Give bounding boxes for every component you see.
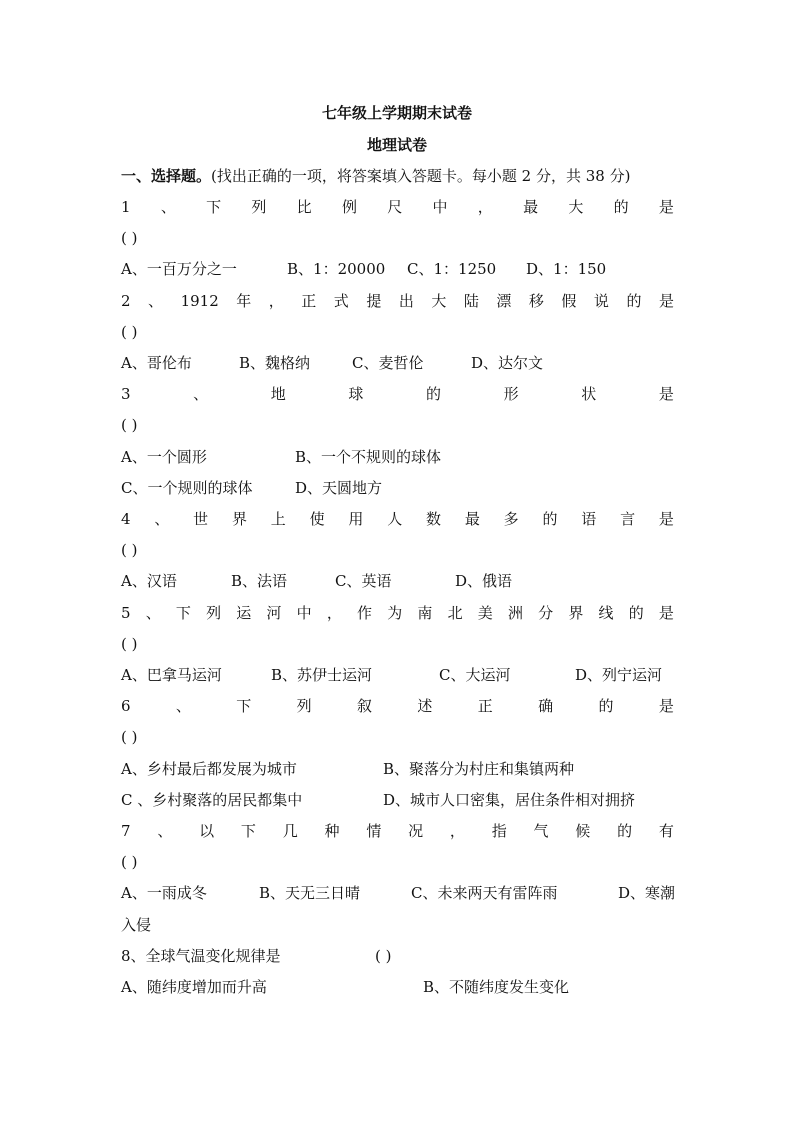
stem-char: 的 xyxy=(626,292,642,310)
option-b: B、苏伊士运河 xyxy=(271,666,373,684)
option-a: A、哥伦布 xyxy=(121,354,192,372)
option-c: C、英语 xyxy=(335,572,392,590)
stem-char: 述 xyxy=(417,697,433,715)
option-a: A、一雨成冬 xyxy=(121,884,207,902)
section-header xyxy=(121,166,674,186)
stem-char: 的 xyxy=(613,198,629,216)
stem-char: 是 xyxy=(658,697,674,715)
section-heading: 一、选择题。 xyxy=(121,167,212,185)
stem-char: 候 xyxy=(575,822,591,840)
stem-char: 下 xyxy=(175,604,191,622)
stem-char: 界 xyxy=(568,604,584,622)
stem-char: 6 xyxy=(121,697,131,715)
option-b: B、1：20000 xyxy=(287,260,386,278)
stem-char: 4 xyxy=(121,510,131,528)
option-d: D、寒潮 xyxy=(618,884,676,902)
question-4-stem xyxy=(121,509,674,529)
question-7-stem xyxy=(121,821,674,841)
stem-char: 北 xyxy=(447,604,463,622)
stem-char: 的 xyxy=(628,604,644,622)
stem-char: 确 xyxy=(538,697,554,715)
stem-char: 作 xyxy=(357,604,373,622)
stem-char: 球 xyxy=(348,385,364,403)
stem-char: 用 xyxy=(348,510,364,528)
option-a: A、随纬度增加而升高 xyxy=(121,978,267,996)
option-c: C、1：1250 xyxy=(407,260,497,278)
stem-char: 提 xyxy=(366,292,382,310)
stem-char: 例 xyxy=(341,198,357,216)
stem-char: 人 xyxy=(387,510,403,528)
question-4-blank: ( ) xyxy=(121,541,138,559)
stem-char: 年 xyxy=(236,292,252,310)
option-a: A、巴拿马运河 xyxy=(121,666,222,684)
stem-char: 1 xyxy=(121,198,131,216)
stem-char: 以 xyxy=(199,822,215,840)
stem-char: 几 xyxy=(282,822,298,840)
stem-char: 说 xyxy=(593,292,609,310)
stem-char: 移 xyxy=(528,292,544,310)
stem-char: 1912 xyxy=(180,292,219,310)
stem-char: 、 xyxy=(193,385,209,403)
stem-char: 的 xyxy=(426,385,442,403)
stem-char: 气 xyxy=(533,822,549,840)
stem-char: 况 xyxy=(408,822,424,840)
stem-char: 列 xyxy=(206,604,222,622)
stem-char: 尺 xyxy=(387,198,403,216)
option-b: B、不随纬度发生变化 xyxy=(423,978,570,996)
section-instructions: (找出正确的一项，将答案填入答题卡。每小题 2 分，共 38 分) xyxy=(211,167,631,185)
option-d: D、1：150 xyxy=(526,260,607,278)
option-b: B、聚落分为村庄和集镇两种 xyxy=(383,760,575,778)
option-b: B、魏格纳 xyxy=(239,354,311,372)
stem-char: 地 xyxy=(270,385,286,403)
stem-char: 数 xyxy=(426,510,442,528)
stem-char: 3 xyxy=(121,385,131,403)
question-3-blank: ( ) xyxy=(121,416,138,434)
stem-char: 世 xyxy=(193,510,209,528)
stem-char: ， xyxy=(268,292,284,310)
stem-char: 叙 xyxy=(357,697,373,715)
question-8-stem: 8、全球气温变化规律是 xyxy=(121,947,281,965)
stem-char: 列 xyxy=(251,198,267,216)
stem-char: 的 xyxy=(598,697,614,715)
stem-char: 大 xyxy=(568,198,584,216)
stem-char: 出 xyxy=(398,292,414,310)
stem-char: 有 xyxy=(658,822,674,840)
stem-char: 洲 xyxy=(507,604,523,622)
stem-char: 美 xyxy=(477,604,493,622)
stem-char: 分 xyxy=(538,604,554,622)
stem-char: ， xyxy=(326,604,342,622)
stem-char: 下 xyxy=(206,198,222,216)
stem-char: 、 xyxy=(148,292,164,310)
question-7-blank: ( ) xyxy=(121,853,138,871)
stem-char: 言 xyxy=(620,510,636,528)
stem-char: 的 xyxy=(542,510,558,528)
question-6-blank: ( ) xyxy=(121,728,138,746)
stem-char: 的 xyxy=(617,822,633,840)
option-c: C、未来两天有雷阵雨 xyxy=(411,884,558,902)
stem-char: 、 xyxy=(160,198,176,216)
stem-char: 大 xyxy=(431,292,447,310)
exam-subtitle: 地理试卷 xyxy=(366,136,427,154)
stem-char: 式 xyxy=(333,292,349,310)
question-5-blank: ( ) xyxy=(121,635,138,653)
stem-char: 漂 xyxy=(496,292,512,310)
stem-char: ， xyxy=(449,822,465,840)
question-1-stem xyxy=(121,197,674,217)
question-2-stem xyxy=(121,291,674,311)
option-d: D、列宁运河 xyxy=(575,666,663,684)
exam-title: 七年级上学期期末试卷 xyxy=(321,104,472,122)
stem-char: 南 xyxy=(417,604,433,622)
stem-char: 种 xyxy=(324,822,340,840)
stem-char: 列 xyxy=(296,697,312,715)
stem-char: 上 xyxy=(270,510,286,528)
stem-char: 是 xyxy=(658,604,674,622)
option-a: A、一百万分之一 xyxy=(121,260,237,278)
stem-char: 中 xyxy=(296,604,312,622)
stem-char: 、 xyxy=(157,822,173,840)
option-d: D、天圆地方 xyxy=(295,479,383,497)
stem-char: 多 xyxy=(503,510,519,528)
stem-char: 正 xyxy=(477,697,493,715)
stem-char: 指 xyxy=(491,822,507,840)
option-c: C 、乡村聚落的居民都集中 xyxy=(121,791,303,809)
option-d: D、城市人口密集，居住条件相对拥挤 xyxy=(383,791,636,809)
stem-char: 情 xyxy=(366,822,382,840)
stem-char: 、 xyxy=(145,604,161,622)
option-c: C、大运河 xyxy=(439,666,511,684)
option-a: A、汉语 xyxy=(121,572,177,590)
stem-char: 正 xyxy=(301,292,317,310)
question-8-blank: ( ) xyxy=(375,947,392,965)
option-d: D、俄语 xyxy=(455,572,513,590)
stem-char: 、 xyxy=(154,510,170,528)
question-7-option-d-wrap: 入侵 xyxy=(121,916,152,934)
stem-char: 5 xyxy=(121,604,131,622)
option-a: A、乡村最后都发展为城市 xyxy=(121,760,297,778)
stem-char: 运 xyxy=(236,604,252,622)
option-c: C、一个规则的球体 xyxy=(121,479,253,497)
stem-char: 下 xyxy=(240,822,256,840)
stem-char: 2 xyxy=(121,292,131,310)
option-b: B、法语 xyxy=(231,572,288,590)
question-2-blank: ( ) xyxy=(121,323,138,341)
question-6-stem xyxy=(121,696,674,716)
stem-char: 界 xyxy=(231,510,247,528)
stem-char: 是 xyxy=(658,292,674,310)
option-b: B、天无三日晴 xyxy=(259,884,361,902)
question-1-blank: ( ) xyxy=(121,229,138,247)
stem-char: 语 xyxy=(581,510,597,528)
stem-char: ， xyxy=(477,198,493,216)
stem-char: 为 xyxy=(387,604,403,622)
stem-char: 比 xyxy=(296,198,312,216)
stem-char: 线 xyxy=(598,604,614,622)
stem-char: 7 xyxy=(121,822,131,840)
question-3-stem xyxy=(121,384,674,404)
stem-char: 状 xyxy=(581,385,597,403)
stem-char: 最 xyxy=(464,510,480,528)
stem-char: 假 xyxy=(561,292,577,310)
stem-char: 形 xyxy=(503,385,519,403)
question-5-stem xyxy=(121,603,674,623)
stem-char: 中 xyxy=(432,198,448,216)
stem-char: 河 xyxy=(266,604,282,622)
stem-char: 是 xyxy=(658,510,674,528)
stem-char: 最 xyxy=(523,198,539,216)
stem-char: 下 xyxy=(236,697,252,715)
stem-char: 、 xyxy=(175,697,191,715)
option-c: C、麦哲伦 xyxy=(352,354,424,372)
option-a: A、一个圆形 xyxy=(121,448,207,466)
option-b: B、一个不规则的球体 xyxy=(295,448,442,466)
option-d: D、达尔文 xyxy=(471,354,544,372)
stem-char: 是 xyxy=(658,198,674,216)
stem-char: 陆 xyxy=(463,292,479,310)
stem-char: 是 xyxy=(658,385,674,403)
stem-char: 使 xyxy=(309,510,325,528)
